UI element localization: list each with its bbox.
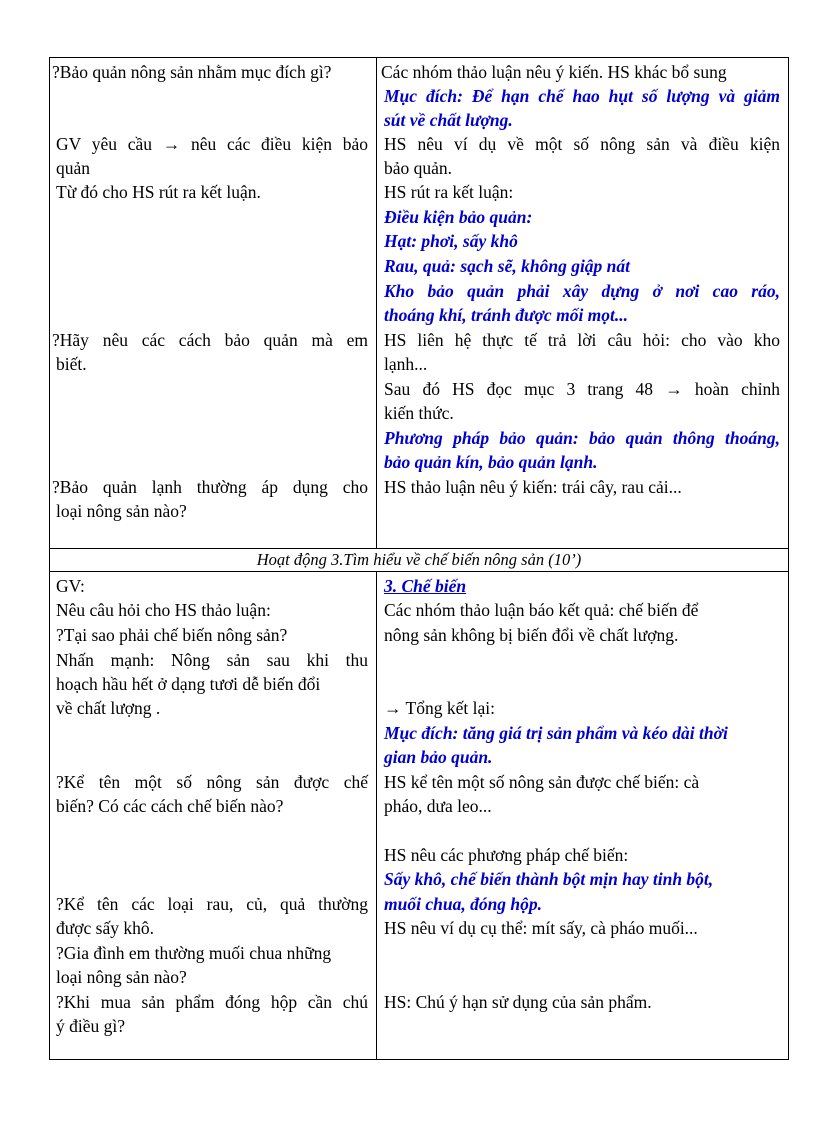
student-answer: HS nêu ví dụ về một số nông sản và điều kiện <box>384 134 780 154</box>
teacher-question: được sấy khô. <box>56 918 154 938</box>
answer-highlight: Rau, quả: sạch sẽ, không giập nát <box>384 256 631 276</box>
teacher-question: loại nông sản nào? <box>56 501 187 521</box>
teacher-question: loại nông sản nào? <box>56 967 187 987</box>
student-answer: HS nêu ví dụ cụ thể: mít sấy, cà pháo muối... <box>384 918 698 938</box>
student-answer: HS rút ra kết luận: <box>384 182 514 202</box>
teacher-question: ?Gia đình em thường muối chua những <box>56 943 332 963</box>
student-answer: HS kể tên một số nông sản được chế biến: cà <box>384 772 700 792</box>
teacher-question: ?Hãy nêu các cách bảo quản mà em <box>52 330 368 350</box>
teacher-question: ?Kể tên các loại rau, củ, quả thường <box>56 894 368 914</box>
student-answer: HS thảo luận nêu ý kiến: trái cây, rau cải... <box>384 477 682 497</box>
student-answer: Các nhóm thảo luận báo kết quả: chế biến để <box>384 600 699 620</box>
teacher-question: ý điều gì? <box>56 1016 126 1036</box>
teacher-question: ?Khi mua sản phẩm đóng hộp cần chú <box>56 992 368 1012</box>
student-answer: pháo, dưa leo... <box>384 796 492 816</box>
answer-highlight: Kho bảo quản phải xây dựng ở nơi cao ráo, <box>384 281 780 301</box>
student-answer: HS: Chú ý hạn sử dụng của sản phẩm. <box>384 992 652 1012</box>
answer-highlight: Hạt: phơi, sấy khô <box>384 231 518 251</box>
table-border-header-bottom <box>49 571 789 572</box>
teacher-question: ?Tại sao phải chế biến nông sản? <box>56 625 288 645</box>
answer-highlight: sút về chất lượng. <box>384 110 513 130</box>
teacher-instruction: Từ đó cho HS rút ra kết luận. <box>56 182 261 202</box>
teacher-question: ?Bảo quản nông sản nhằm mục đích gì? <box>52 62 332 82</box>
teacher-instruction: GV yêu cầu → nêu các điều kiện bảo <box>56 134 368 154</box>
student-answer: Sau đó HS đọc mục 3 trang 48 → hoàn chỉnh <box>384 379 780 399</box>
teacher-question: biết. <box>56 354 87 374</box>
student-answer: kiến thức. <box>384 403 454 423</box>
student-answer: → Tổng kết lại: <box>384 698 495 718</box>
teacher-text: Nhấn mạnh: Nông sản sau khi thu <box>56 650 368 670</box>
student-answer: Các nhóm thảo luận nêu ý kiến. HS khác bổ sung <box>381 62 727 82</box>
teacher-text: hoạch hầu hết ở dạng tươi dễ biến đổi <box>56 674 321 694</box>
teacher-question: biến? Có các cách chế biến nào? <box>56 796 284 816</box>
table-border-right <box>788 57 789 1060</box>
answer-highlight: Điều kiện bảo quản: <box>384 207 533 227</box>
teacher-instruction: quản <box>56 158 91 178</box>
teacher-text: về chất lượng . <box>56 698 161 718</box>
section-header: Hoạt động 3.Tìm hiểu về chế biến nông sản (10’) <box>256 550 582 569</box>
column-divider-top <box>376 57 377 549</box>
answer-highlight: bảo quản kín, bảo quản lạnh. <box>384 452 598 472</box>
answer-highlight: Sấy khô, chế biến thành bột mịn hay tinh bột, <box>384 869 714 889</box>
answer-highlight: Phương pháp bảo quản: bảo quản thông thoáng, <box>384 428 780 448</box>
teacher-text: Nêu câu hỏi cho HS thảo luận: <box>56 600 271 620</box>
table-border-bottom <box>49 1059 789 1060</box>
section-heading: 3. Chế biến <box>384 576 467 596</box>
student-answer: lạnh... <box>384 354 428 374</box>
teacher-question: ?Bảo quản lạnh thường áp dụng cho <box>52 477 368 497</box>
answer-highlight: thoáng khí, tránh được mối mọt... <box>384 305 629 325</box>
student-answer: nông sản không bị biến đổi về chất lượng. <box>384 625 679 645</box>
column-divider-bottom <box>376 571 377 1060</box>
teacher-text: GV: <box>56 576 85 596</box>
student-answer: bảo quản. <box>384 158 453 178</box>
answer-highlight: muối chua, đóng hộp. <box>384 894 543 914</box>
student-answer: HS liên hệ thực tế trả lời câu hỏi: cho vào kho <box>384 330 780 350</box>
student-answer: HS nêu các phương pháp chế biến: <box>384 845 629 865</box>
answer-highlight: Mục đích: tăng giá trị sản phẩm và kéo dài thời <box>384 723 728 743</box>
answer-highlight: Mục đích: Để hạn chế hao hụt số lượng và giảm <box>384 86 780 106</box>
teacher-question: ?Kể tên một số nông sản được chế <box>56 772 368 792</box>
table-border-top <box>49 57 789 58</box>
answer-highlight: gian bảo quản. <box>384 747 493 767</box>
